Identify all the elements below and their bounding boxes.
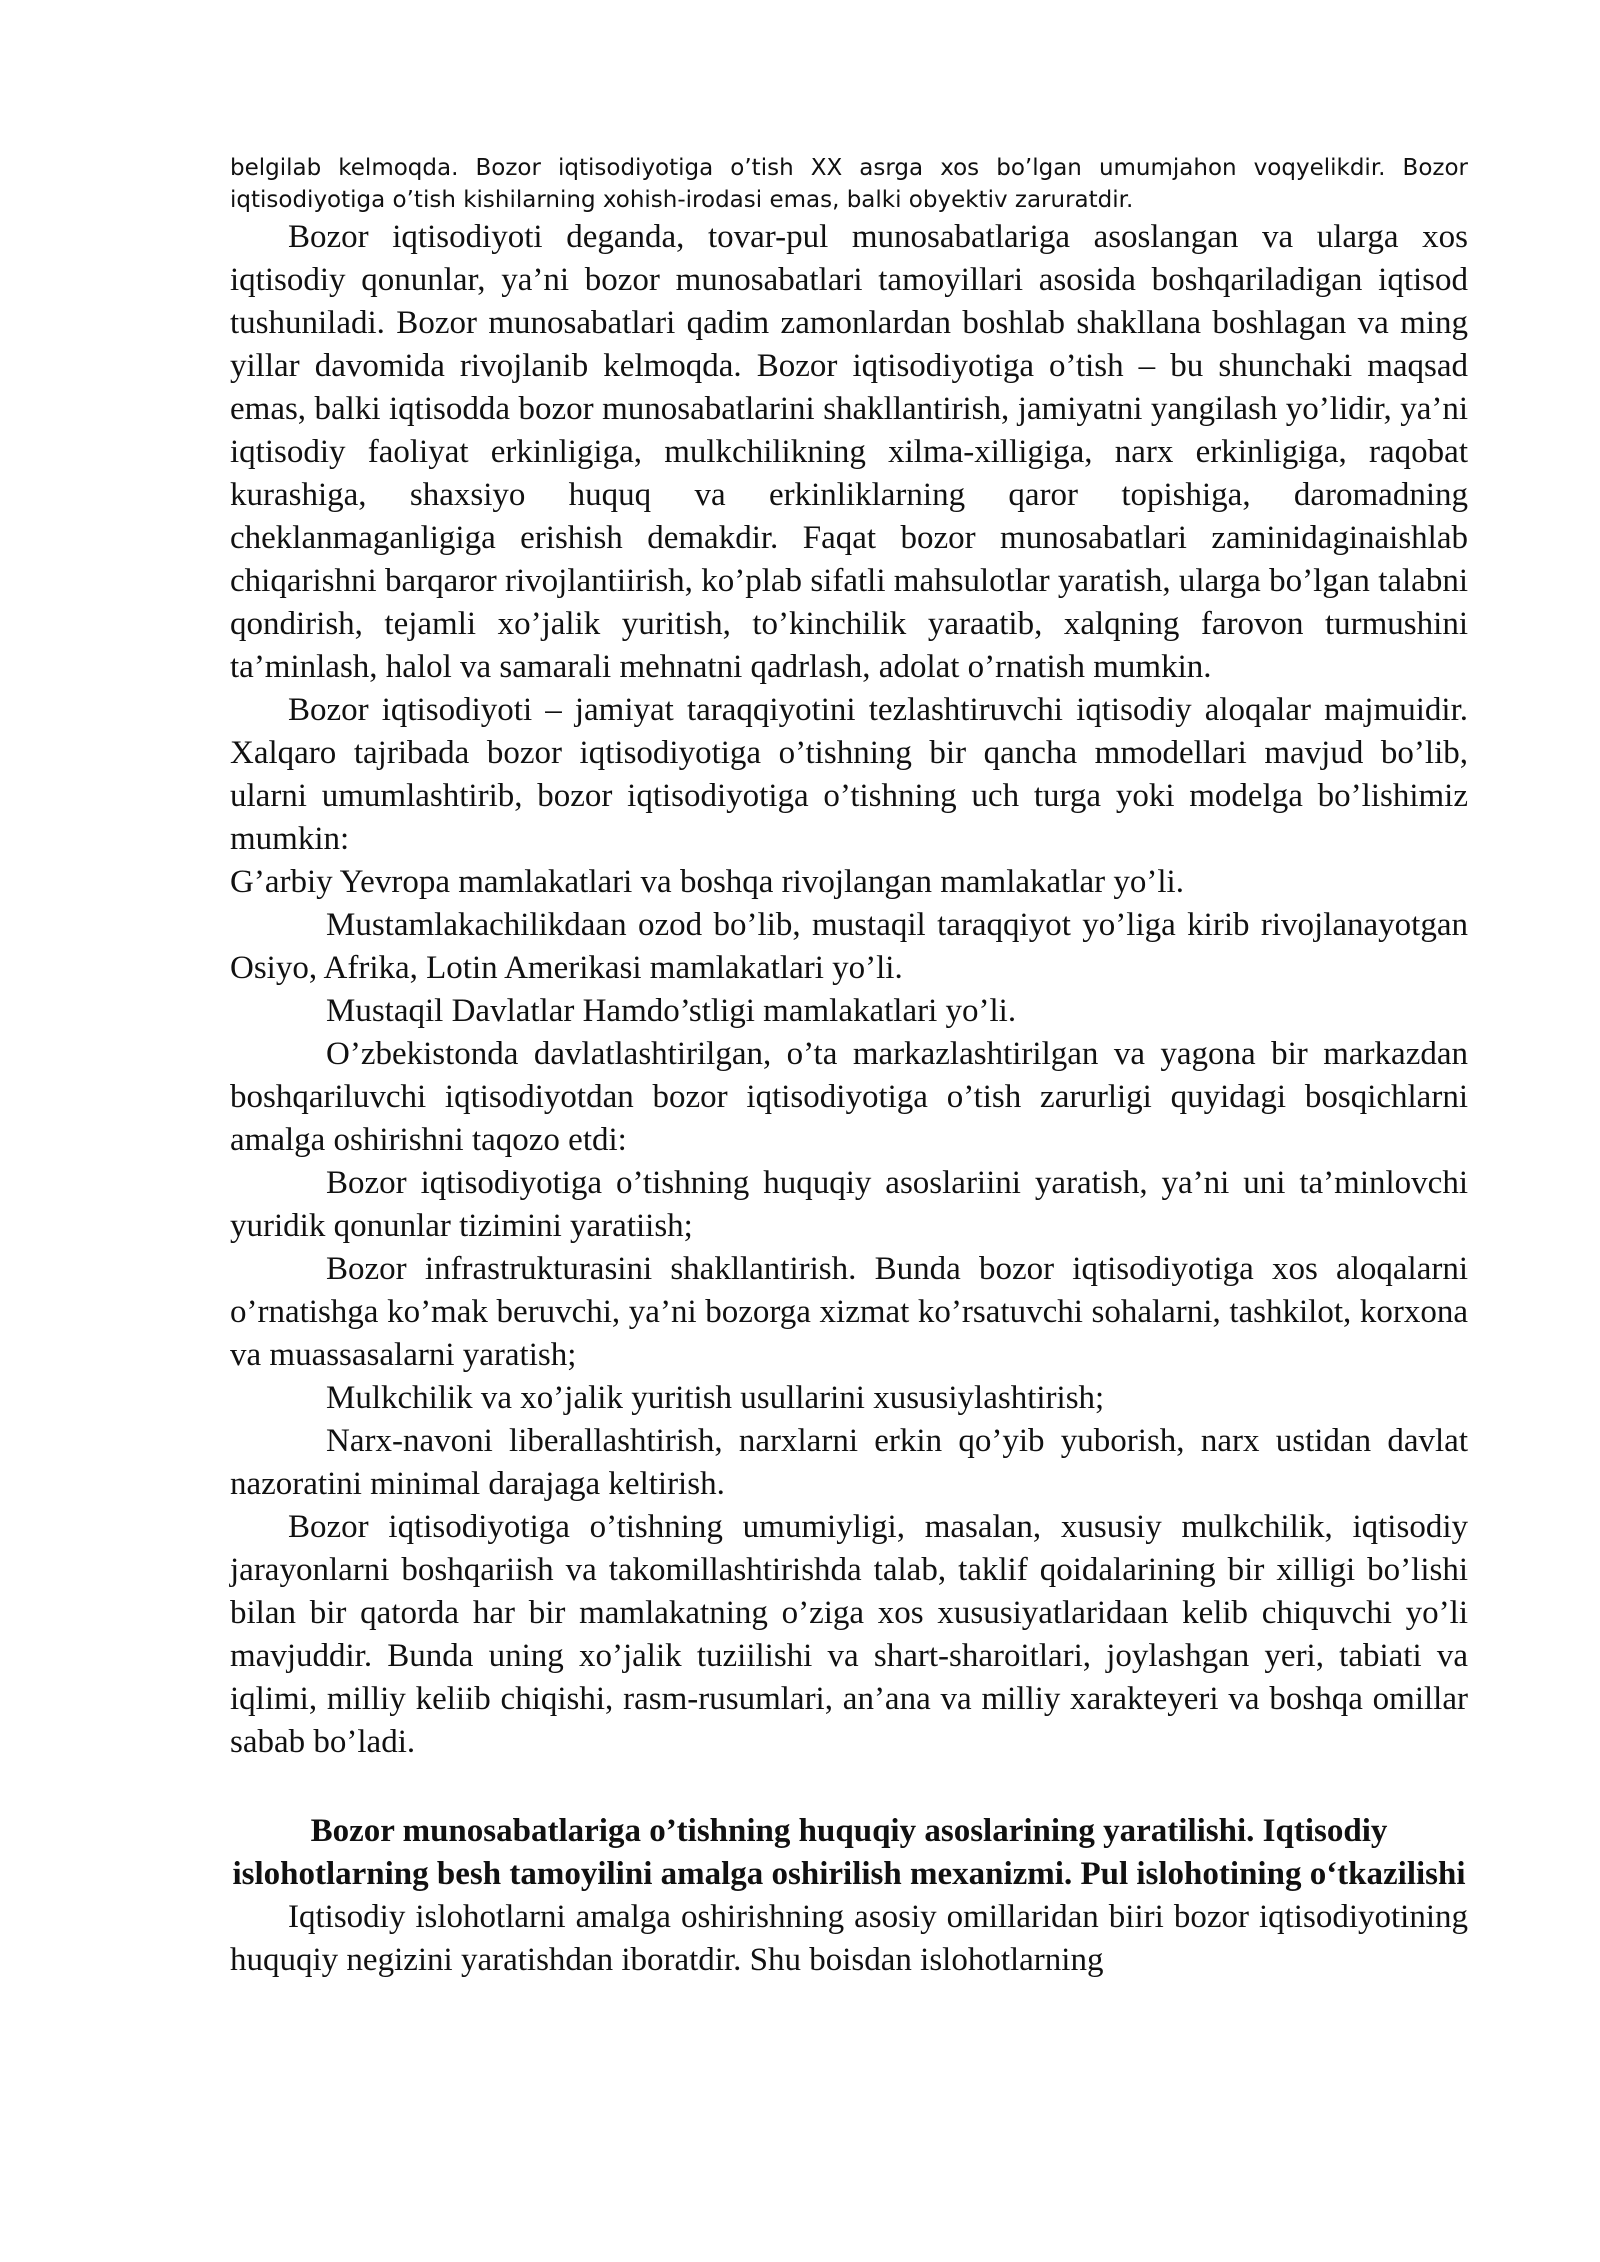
section-heading: Bozor munosabatlariga o’tishning huquqiy asoslarining yaratilishi. Iqtisodiy islohotlarning besh tamoyilini amalga oshirilish mexanizmi. Pul islohotining o‘tkazilishi: [232, 1813, 1466, 1892]
paragraph-transition-features: Bozor iqtisodiyotiga o’tishning umumiyligi, masalan, xususiy mulkchilik, iqtisodiy jarayonlarni boshqariish va takomillashtirishda talab, taklif qoidalarining bir xilligi bo’lishi bilan bir qatorda har bir mamlakatning o’ziga xos xususiyatlaridaan kelib chiquvchi yo’li mavjuddir. Bunda uning xo’jalik tuziilishi va shart-sharoitlari, joylashgan yeri, tabiati va iqlimi, milliy keliib chiqishi, rasm-rusumlari, an’ana va milliy xarakteyeri va boshqa omillar sabab bo’ladi.: [230, 1509, 1468, 1760]
intro-paragraph: belgilab kelmoqda. Bozor iqtisodiyotiga o’tish XX asrga xos bo’lgan umumjahon voqyelikdir. Bozor iqtisodiyotiga o’tish kishilarning xohish-irodasi emas, balki obyektiv zaruratdir.: [230, 155, 1468, 213]
list-item-western-europe: G’arbiy Yevropa mamlakatlari va boshqa rivojlangan mamlakatlar yo’li.: [230, 864, 1184, 900]
paragraph-uzbekistan-transition: O’zbekistonda davlatlashtirilgan, o’ta markazlashtirilgan va yagona bir markazdan boshqariluvchi iqtisodiyotdan bozor iqtisodiyotiga o’tish zarurligi quyidagi bosqichlarni amalga oshirishni taqozo etdi:: [230, 1036, 1468, 1158]
list-item-legal-foundations: Bozor iqtisodiyotiga o’tishning huquqiy asoslariini yaratish, ya’ni uni ta’minlovchi yuridik qonunlar tizimini yaratiish;: [230, 1165, 1468, 1244]
paragraph-market-economy-models: Bozor iqtisodiyoti – jamiyat taraqqiyotini tezlashtiruvchi iqtisodiy aloqalar majmuidir. Xalqaro tajribada bozor iqtisodiyotiga o’tishning bir qancha mmodellari mavjud bo’lib, ularni umumlashtirib, bozor iqtisodiyotiga o’tishning uch turga yoki modelga bo’lishimiz mumkin:: [230, 692, 1468, 857]
list-item-price-liberalization: Narx-navoni liberallashtirish, narxlarni erkin qo’yib yuborish, narx ustidan davlat nazoratini minimal darajaga keltirish.: [230, 1423, 1468, 1502]
closing-paragraph: Iqtisodiy islohotlarni amalga oshirishning asosiy omillaridan biiri bozor iqtisodiyotining huquqiy negizini yaratishdan iboratdir. Shu boisdan islohotlarning: [230, 1899, 1468, 1978]
list-item-developing-countries: Mustamlakachilikdaan ozod bo’lib, mustaqil taraqqiyot yo’liga kirib rivojlanayotgan Osiyo, Afrika, Lotin Amerikasi mamlakatlari yo’li.: [230, 907, 1468, 986]
list-item-cis-countries: Mustaqil Davlatlar Hamdo’stligi mamlakatlari yo’li.: [326, 993, 1017, 1029]
list-item-privatization: Mulkchilik va xo’jalik yuritish usullarini xususiylashtirish;: [326, 1380, 1105, 1416]
paragraph-market-economy-definition: Bozor iqtisodiyoti deganda, tovar-pul munosabatlariga asoslangan va ularga xos iqtisodiy qonunlar, ya’ni bozor munosabatlari tamoyillari asosida boshqariladigan iqtisod tushuniladi. Bozor munosabatlari qadim zamonlardan boshlab shakllana boshlagan va ming yillar davomida rivojlanib kelmoqda. Bozor iqtisodiyotiga o’tish – bu shunchaki maqsad emas, balki iqtisodda bozor munosabatlarini shakllantirish, jamiyatni yangilash yo’lidir, ya’ni iqtisodiy faoliyat erkinligiga, mulkchilikning xilma-xilligiga, narx erkinligiga, raqobat kurashiga, shaxsiyo huquq va erkinliklarning qaror topishiga, daromadning cheklanmaganligiga erishish demakdir. Faqat bozor munosabatlari zaminidaginaishlab chiqarishni barqaror rivojlantiirish, ko’plab sifatli mahsulotlar yaratish, ularga bo’lgan talabni qondirish, tejamli xo’jalik yuritish, to’kinchilik yaraatib, xalqning farovon turmushini ta’minlash, halol va samarali mehnatni qadrlash, adolat o’rnatish mumkin.: [230, 219, 1468, 685]
list-item-market-infrastructure: Bozor infrastrukturasini shakllantirish. Bunda bozor iqtisodiyotiga xos aloqalarni o’rnatishga ko’mak beruvchi, ya’ni bozorga xizmat ko’rsatuvchi sohalarni, tashkilot, korxona va muassasalarni yaratish;: [230, 1251, 1468, 1373]
document-page: [230, 152, 1468, 1982]
